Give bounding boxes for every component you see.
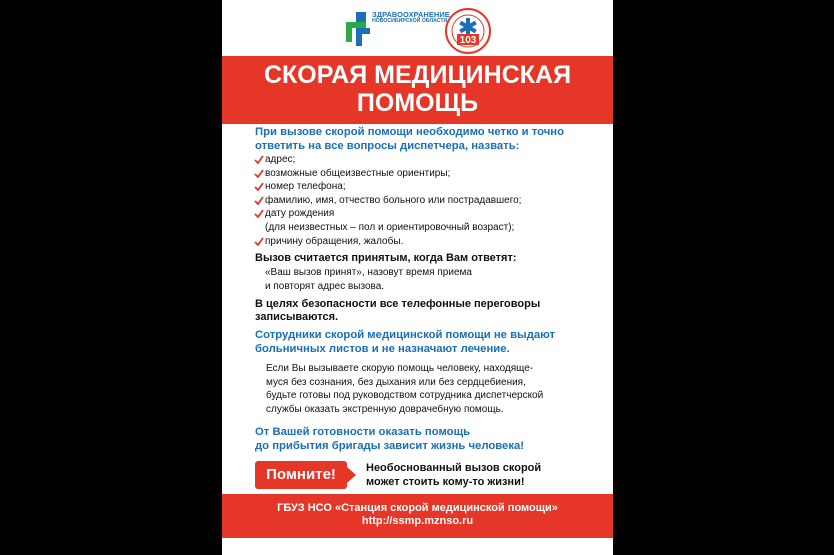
ambulance-emblem-icon bbox=[445, 8, 491, 54]
reminder-line2: может стоить кому-то жизни! bbox=[366, 475, 525, 488]
list-item: фамилию, имя, отчество больного или пострадавшего; bbox=[255, 194, 595, 208]
health-ministry-logo-text bbox=[372, 11, 450, 24]
readiness-line1: От Вашей готовности оказать помощь bbox=[255, 426, 471, 439]
first-aid-line4: службы оказать экстренную доврачебную помощь. bbox=[266, 403, 504, 415]
title-banner bbox=[222, 56, 613, 124]
safety-notice bbox=[255, 298, 595, 324]
first-aid-line2: муся без сознания, без дыхания или без сердцебиения, bbox=[266, 376, 526, 388]
list-item: (для неизвестных – пол и ориентировочный возраст); bbox=[265, 221, 515, 233]
main-content bbox=[255, 126, 595, 453]
list-item: дату рождения bbox=[255, 207, 595, 221]
safety-line2: записываются. bbox=[255, 311, 339, 324]
emergency-number: 103 bbox=[459, 35, 477, 46]
first-aid-paragraph bbox=[266, 362, 595, 416]
readiness-notice bbox=[255, 426, 595, 453]
checkmark-icon bbox=[254, 196, 264, 205]
safety-line1: В целях безопасности все телефонные переговоры bbox=[255, 298, 541, 311]
accepted-heading: Вызов считается принятым, когда Вам ответят: bbox=[255, 252, 517, 265]
checklist bbox=[255, 153, 595, 248]
checkmark-icon bbox=[254, 169, 264, 178]
title-line2: ПОМОЩЬ bbox=[356, 89, 479, 117]
remember-badge: Помните! bbox=[255, 461, 347, 489]
intro-text bbox=[255, 126, 595, 153]
footer-organization: ГБУЗ НСО «Станция скорой медицинской помощи» bbox=[277, 502, 558, 514]
intro-line2: ответить на все вопросы диспетчера, назвать: bbox=[255, 139, 520, 152]
staff-notice bbox=[255, 329, 595, 356]
accepted-text bbox=[265, 266, 595, 293]
list-item: номер телефона; bbox=[255, 180, 595, 194]
readiness-line2: до прибытия бригады зависит жизнь человека! bbox=[255, 439, 525, 452]
logo-name: ЗДРАВООХРАНЕНИЕ bbox=[372, 10, 450, 19]
reminder-warning bbox=[366, 462, 541, 489]
accepted-line2: и повторят адрес вызова. bbox=[265, 280, 385, 292]
header-logos bbox=[222, 6, 613, 54]
footer-banner bbox=[222, 494, 613, 538]
staff-line1: Сотрудники скорой медицинской помощи не выдают bbox=[255, 329, 556, 342]
title-line1: СКОРАЯ МЕДИЦИНСКАЯ bbox=[263, 61, 572, 89]
checkmark-icon bbox=[254, 237, 264, 246]
list-item: причину обращения, жалобы. bbox=[255, 235, 595, 249]
list-item: возможные общеизвестные ориентиры; bbox=[255, 167, 595, 181]
accepted-line1: «Ваш вызов принят», назовут время приема bbox=[265, 267, 472, 279]
reminder-line1: Необоснованный вызов скорой bbox=[366, 462, 542, 474]
poster bbox=[222, 0, 613, 555]
first-aid-line1: Если Вы вызываете скорую помощь человеку, находяще- bbox=[266, 363, 534, 375]
intro-line1: При вызове скорой помощи необходимо четко и точно bbox=[255, 126, 564, 138]
staff-line2: больничных листов и не назначают лечение. bbox=[255, 342, 510, 355]
list-item: адрес; bbox=[255, 153, 595, 167]
checkmark-icon bbox=[254, 155, 264, 164]
logo-region: НОВОСИБИРСКОЙ ОБЛАСТИ bbox=[372, 17, 448, 24]
checkmark-icon bbox=[254, 209, 264, 218]
first-aid-line3: будьте готовы под руководством сотрудника диспетчерской bbox=[266, 390, 544, 402]
checkmark-icon bbox=[254, 182, 264, 191]
footer-url[interactable]: http://ssmp.mznso.ru bbox=[361, 515, 474, 527]
